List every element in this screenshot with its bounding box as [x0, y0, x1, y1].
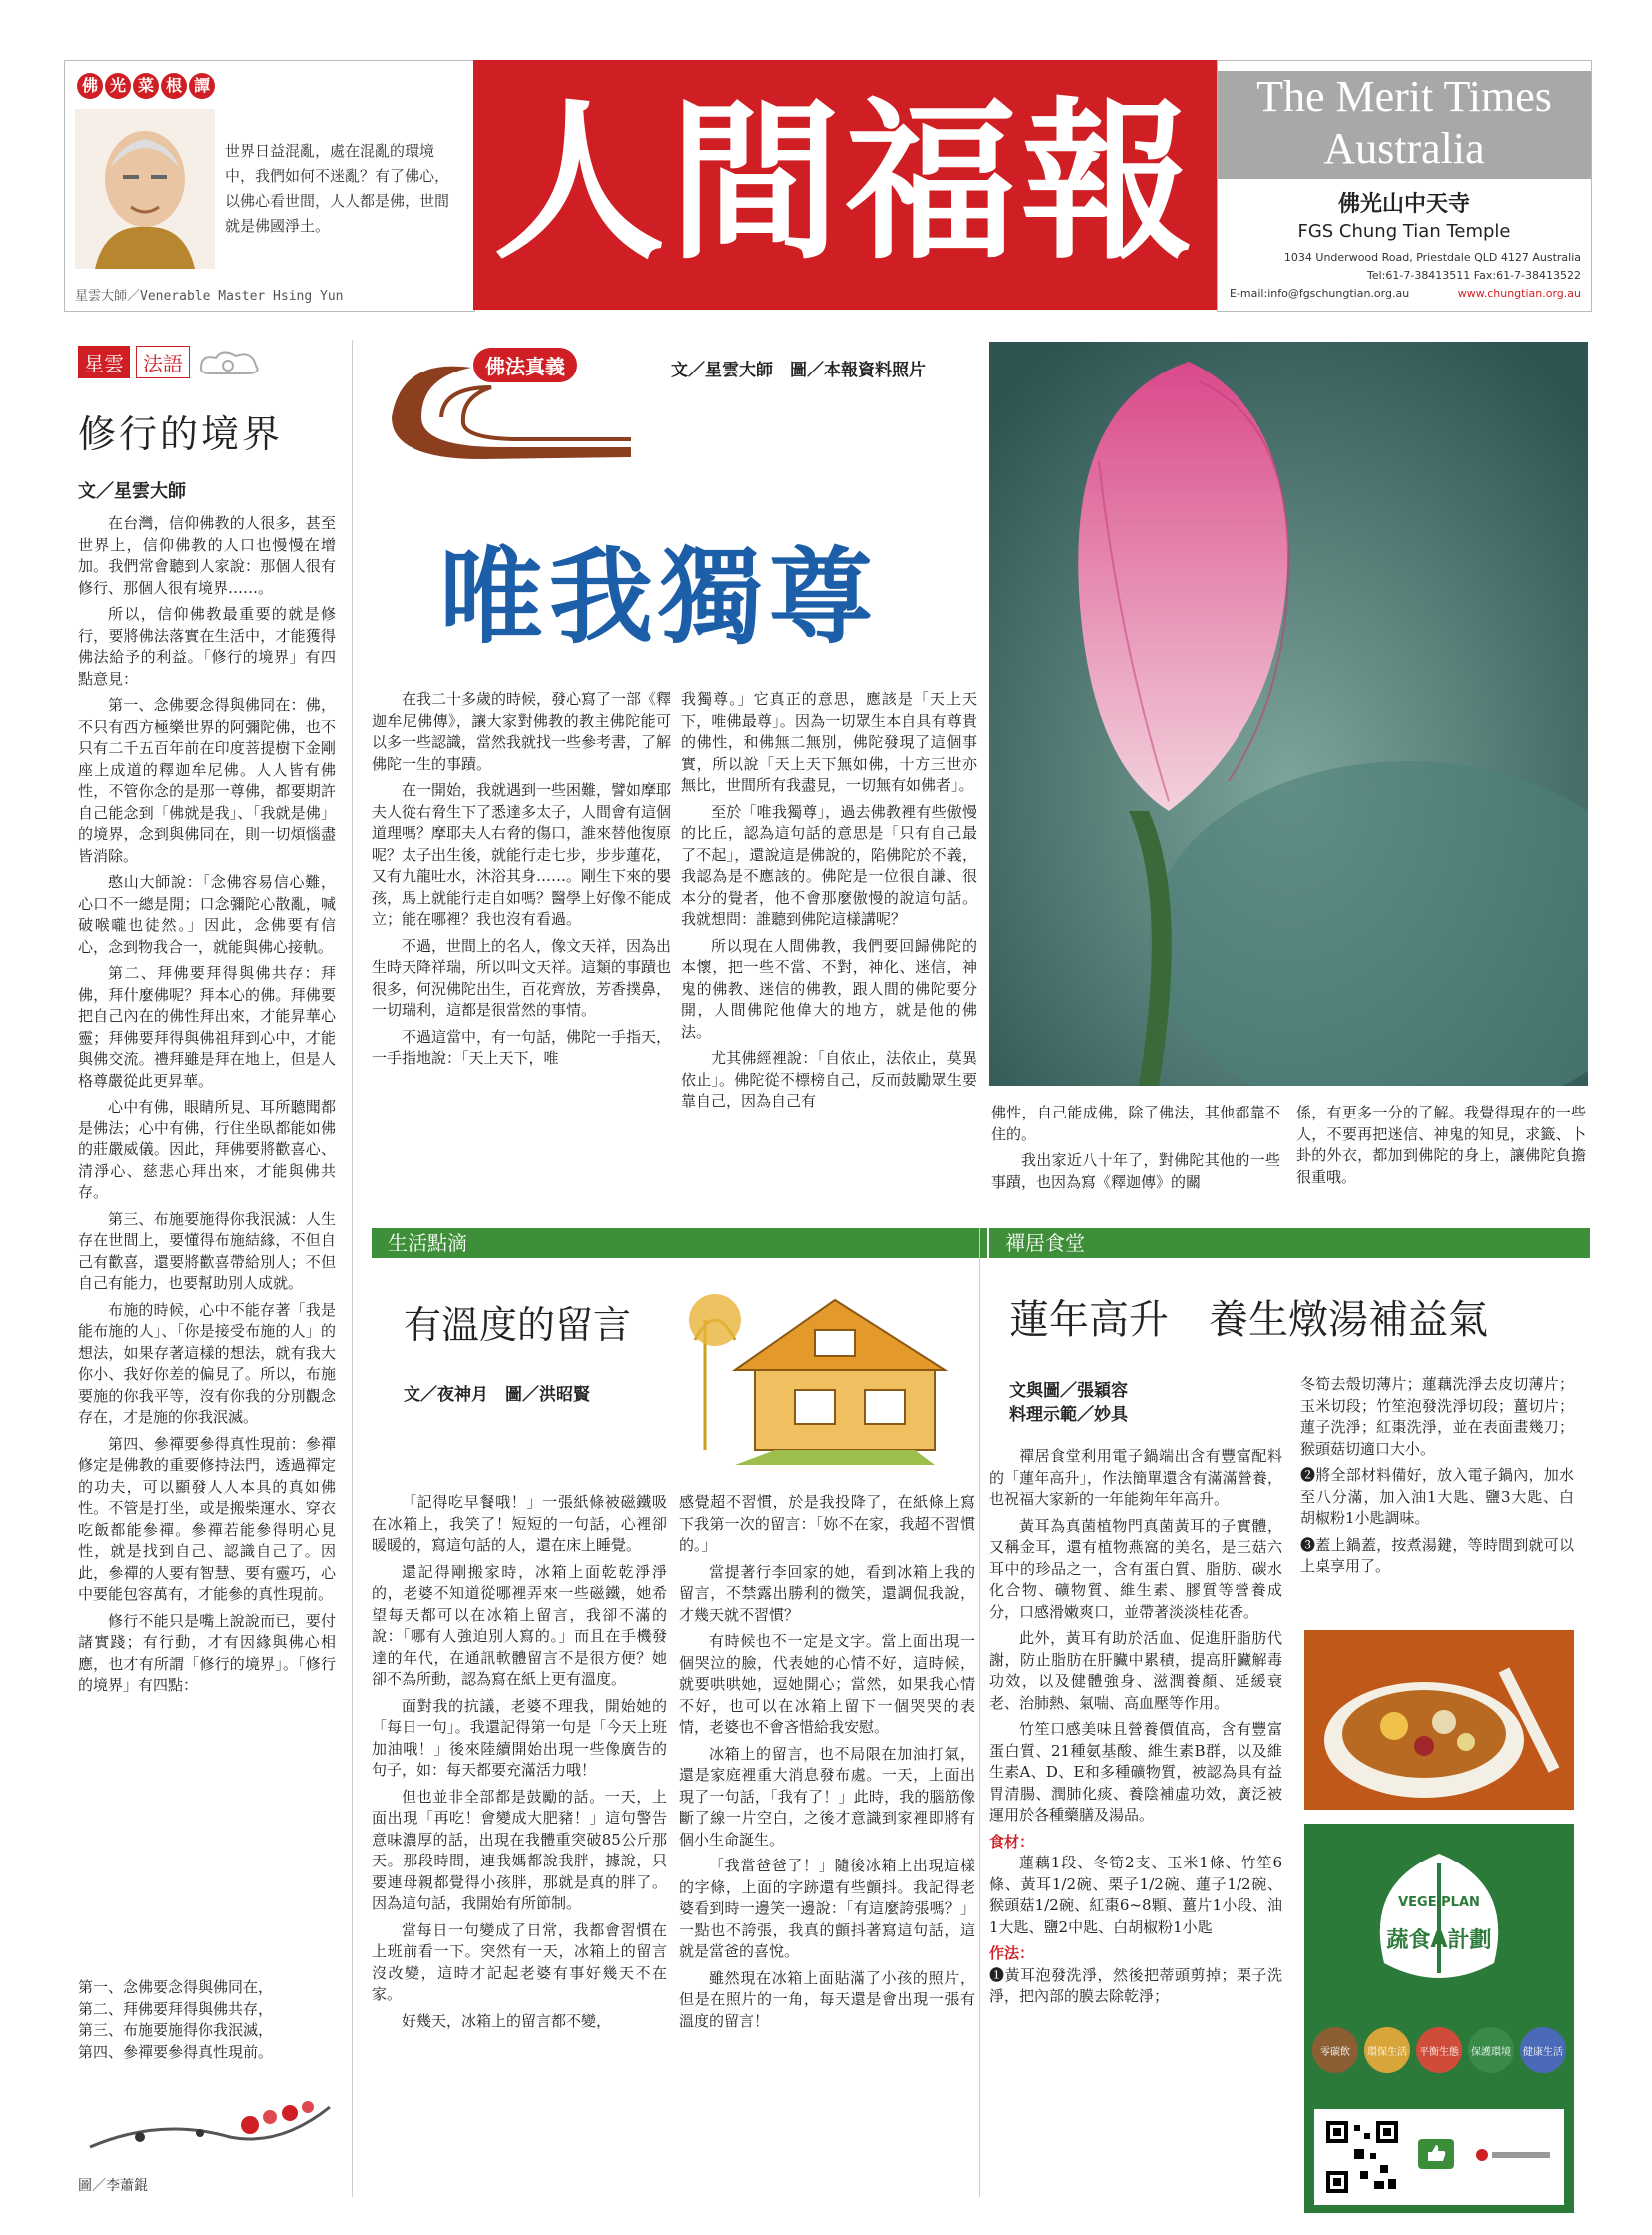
- main-article-title: 唯我獨尊: [439, 536, 880, 658]
- paragraph: 不過這當中，有一句話，佛陀一手指天，一手指地說：「天上天下，唯: [372, 1027, 672, 1067]
- paragraph: 第一、念佛要念得與佛同在：佛，不只有西方極樂世界的阿彌陀佛，也不只有二千五百年前在印度菩提樹下金剛座上成道的釋迦牟尼佛。人人皆有佛性，不管你念的是那一尊佛，都要期許自己能念到「佛就是我」、「我就是佛」的境界，念到與佛同在，則一切煩惱盡皆消除。: [78, 696, 336, 865]
- header-quote-box: [64, 60, 475, 312]
- paragraph: 此外，黃耳有助於活血、促進肝脂肪代謝，防止脂肪在肝臟中累積，提高肝臟解毒功效，以及健體強身、滋潤養顏、延緩衰老、治肺熱、氣喘、高血壓等作用。: [989, 1629, 1282, 1712]
- life-article-title: 有溫度的留言: [404, 1303, 632, 1347]
- badge-char: 菜: [133, 73, 159, 99]
- paragraph: 佛性，自己能成佛，除了佛法，其他都靠不住的。: [991, 1104, 1280, 1143]
- food-byline-1: 文與圖／張穎容: [1009, 1381, 1128, 1401]
- main-article-byline: 文／星雲大師 圖／本報資料照片: [671, 361, 926, 380]
- column-divider: [979, 1228, 980, 2197]
- vege-circle: 環保生活: [1364, 2027, 1410, 2073]
- left-image-credit: 圖／李蕭錕: [78, 2178, 148, 2194]
- paragraph: 在台灣，信仰佛教的人很多，甚至世界上，信仰佛教的人口也慢慢在增加。我們常會聽到人家說：那個人很有修行、那個人很有境界……。: [78, 514, 336, 597]
- temple-address: 1034 Underwood Road, Priestdale QLD 4127 Australia: [1283, 251, 1581, 264]
- badge-char: 譚: [189, 73, 215, 99]
- header-quote: 世界日益混亂，處在混亂的環境中，我們如何不迷亂？有了佛心，以佛心看世間，人人都是佛，世間就是佛國淨土。: [225, 142, 450, 235]
- merit-line1: The Merit Times: [1256, 72, 1552, 121]
- section-bar-life: [372, 1228, 987, 1258]
- paragraph: 所以，信仰佛教最重要的就是修行，要將佛法落實在生活中，才能獲得佛法給予的利益。「修行的境界」有四點意見：: [78, 605, 336, 688]
- paragraph: 在我二十多歲的時候，發心寫了一部《釋迦牟尼佛傳》，讓大家對佛教的教主佛陀能可以多一些認識，當然我就找一些參考書，了解佛陀一生的事蹟。: [372, 690, 672, 773]
- paragraph: 雖然現在冰箱上面貼滿了小孩的照片，但是在照片的一角，每天還是會出現一張有溫度的留言！: [679, 1968, 975, 2030]
- paragraph: 當提著行李回家的她，看到冰箱上我的留言，不禁露出勝利的微笑，還調侃我說，才幾天就不習慣？: [679, 1562, 975, 1624]
- temple-email[interactable]: E-mail:info@fgschungtian.org.au: [1230, 287, 1410, 300]
- left-article-title: 修行的境界: [78, 412, 284, 456]
- temple-en: FGS Chung Tian Temple: [1297, 221, 1511, 242]
- vege-circle: 保護環境: [1468, 2027, 1514, 2073]
- badge-char: 根: [161, 73, 187, 99]
- food-article-title: 蓮年高升 養生燉湯補益氣: [1009, 1297, 1488, 1343]
- cabin-illustration: [675, 1260, 975, 1470]
- paragraph: 感覺超不習慣，於是我投降了，在紙條上寫下我第一次的留言：「妳不在家，我超不習慣的。」: [679, 1493, 975, 1554]
- paragraph: 但也並非全部都是鼓勵的話。一天，上面出現「再吃！會變成大肥豬！」這句警告意味濃厚的話，出現在我體重突破85公斤那天。那段時間，連我媽都說我胖，據說，只要連母親都覺得小孩胖，那就是真的胖了。因為這句話，我開始有所節制。: [372, 1787, 667, 1912]
- summary-line: 第三、布施要施得你我泯滅，: [78, 2021, 274, 2039]
- vege-circle: 零碳飲: [1312, 2027, 1358, 2073]
- summary-line: 第四、參禪要參得真性現前。: [78, 2042, 274, 2061]
- vege-leaf-icon: [1344, 1844, 1534, 1993]
- method-step-2: ❷將全部材料備好，放入電子鍋內，加水至八分滿，加入油1大匙、鹽3大匙、白胡椒粉1小匙調味。: [1300, 1466, 1574, 1527]
- paragraph: 黃耳為真菌植物門真菌黃耳的子實體，又稱金耳，還有植物燕窩的美名，是三菇六耳中的珍品之一，含有蛋白質、脂肪、碳水化合物、礦物質、維生素、膠質等營養成分，口感滑嫩爽口，並帶著淡淡桂花香。: [989, 1516, 1282, 1621]
- ingredients-label: 食材：: [989, 1832, 1035, 1851]
- paragraph: 修行不能只是嘴上說說而已，要付諸實踐；有行動，才有因緣與佛心相應，也才有所謂「修行的境界」。「修行的境界」有四點：: [78, 1611, 336, 1694]
- section-label: 禪居食堂: [1005, 1231, 1085, 1255]
- paragraph: 至於「唯我獨尊」，過去佛教裡有些傲慢的比丘，認為這句話的意思是「只有自己最了不起」，還說這是佛說的，陷佛陀於不義，我認為是不應該的。佛陀是一位很自謙、很本分的覺者，他不會那麼傲慢的說這句話。我就想問：誰聽到佛陀這樣講呢？: [681, 802, 977, 928]
- left-article-byline: 文／星雲大師: [78, 481, 186, 502]
- main-col-2: [681, 689, 977, 1118]
- cloud-icon: [196, 348, 266, 377]
- paragraph: 係，有更多一分的了解。我覺得現在的一些人，不要再把迷信、神鬼的知見，求籤、卜卦的外衣，都加到佛陀的身上，讓佛陀負擔很重哦。: [1296, 1104, 1586, 1186]
- lotus-photo: [989, 342, 1588, 1086]
- paragraph: 還記得剛搬家時，冰箱上面乾乾淨淨的，老婆不知道從哪裡弄來一些磁鐵，她希望每天都可以在冰箱上留言，我卻不滿的說：「哪有人強迫別人寫的。」而且在手機發達的年代，在通訊軟體留言不是很方便？她卻不為所動，認為寫在紙上更有溫度。: [372, 1562, 667, 1688]
- summary-line: 第二、拜佛要拜得與佛共存，: [78, 1999, 274, 2018]
- vege-plan-logo: VEGE PLAN: [1398, 1895, 1480, 1910]
- food-col-1: [989, 1446, 1282, 2013]
- vege-circle: 平衡生態: [1416, 2027, 1462, 2073]
- author-caption: 星雲大師／Venerable Master Hsing Yun: [75, 289, 344, 304]
- paragraph: 竹笙口感美味且營養價值高，含有豐富蛋白質、21種氨基酸、維生素B群，以及維生素A、D、E和多種礦物質，被認為具有益胃清腸、潤肺化痰、養陰補虛功效，廣泛被運用於各種藥膳及湯品。: [989, 1720, 1282, 1824]
- qr-code-icon[interactable]: [1324, 2119, 1400, 2195]
- left-summary: [78, 1977, 336, 2063]
- merit-title-block: [1218, 71, 1591, 179]
- method-step-1a: ❶黃耳泡發洗淨，然後把蒂頭剪掉；栗子洗淨，把內部的膜去除乾淨；: [989, 1965, 1282, 2005]
- paragraph: 尤其佛經裡說：「自依止，法依止，莫異依止」。佛陀從不標榜自己，反而鼓勵眾生要靠自己，因為自己有: [681, 1049, 977, 1110]
- masthead-banner: [473, 60, 1217, 310]
- paragraph: 第三、布施要施得你我泯滅：人生存在世間上，要懂得布施結緣，不但自己有歡喜，還要將歡喜帶給別人；不但自己有能力，也要幫助別人成就。: [78, 1209, 336, 1292]
- paragraph: 「記得吃早餐哦！」一張紙條被磁鐵吸在冰箱上，我笑了！短短的一句話，心裡卻暖暖的，寫這句話的人，還在床上睡覺。: [372, 1493, 667, 1554]
- life-col-1: [372, 1492, 667, 2037]
- xingyun-tag: [78, 346, 266, 378]
- paragraph: 布施的時候，心中不能存著「我是能布施的人」、「你是接受布施的人」的想法，如果存著這樣的想法，就有我大你小、我好你差的偏見了。所以，布施要施的你我平等，沒有你我的分別觀念存在，才是施的你我泯滅。: [78, 1300, 336, 1426]
- method-label: 作法：: [989, 1944, 1035, 1962]
- badge-caitan: [77, 73, 215, 99]
- paragraph: 面對我的抗議，老婆不理我，開始她的「每日一句」。我還記得第一句是「今天上班加油哦！」後來陸續開始出現一些像廣告的句子，如：每天都要充滿活力哦！: [372, 1696, 667, 1779]
- life-article-byline: 文／夜神月 圖／洪昭賢: [404, 1385, 590, 1405]
- food-col-2: [1300, 1374, 1574, 1583]
- tag-xingyun: 星雲: [78, 346, 130, 378]
- paragraph: 憨山大師說：「念佛容易信心難，心口不一總是閒；口念彌陀心散亂，喊破喉嚨也徒然。」因此，念佛要有信心，念到物我合一，就能與佛心接軌。: [78, 873, 336, 956]
- main-col-4: [1296, 1103, 1586, 1193]
- temple-cn: 佛光山中天寺: [1337, 192, 1470, 217]
- masthead-title: 人間福報: [493, 80, 1197, 283]
- left-article-body: [78, 513, 336, 1702]
- ingredients-list: 蓮藕1段、冬筍2支、玉米1條、竹笙6條、黃耳1/2碗、栗子1/2碗、蓮子1/2碗、猴頭菇1/2碗、紅棗6~8顆、薑片1小段、油1大匙、鹽2中匙、白胡椒粉1小匙: [989, 1854, 1282, 1936]
- section-bar-food: [989, 1228, 1590, 1258]
- paragraph: 有時候也不一定是文字。當上面出現一個哭泣的臉，代表她的心情不好，這時候，就要哄哄她，逗她開心；當然，如果我心情不好，也可以在冰箱上留下一個哭哭的表情，老婆也不會吝惜給我安慰。: [679, 1632, 975, 1736]
- soup-photo: [1304, 1630, 1574, 1810]
- paragraph: 冰箱上的留言，也不局限在加油打氣，還是家庭裡重大消息發布處。一天，上面出現了一句話，「我有了！」此時，我的腦筋像斷了線一片空白，之後才意識到家裡即將有個小生命誕生。: [679, 1744, 975, 1849]
- plum-blossom-illustration: [80, 2077, 340, 2167]
- dharma-tag-label: 佛法真義: [485, 355, 565, 378]
- paragraph: 「我當爸爸了！」隨後冰箱上出現這樣的字條，上面的字跡還有些顫抖。我記得老婆看到時一邊笑一邊說：「有這麼誇張嗎？」一點也不誇張，我真的顫抖著寫這句話，這就是當爸的喜悅。: [679, 1857, 975, 1960]
- paragraph: 冬筍去殼切薄片；蓮藕洗淨去皮切薄片；玉米切段；竹笙泡發洗淨切段；薑切片；蓮子洗淨；紅棗洗淨，並在表面畫幾刀；猴頭菇切適口大小。: [1300, 1375, 1574, 1458]
- paragraph: 所以現在人間佛教，我們要回歸佛陀的本懷，把一些不當、不對，神化、迷信，神鬼的佛教、迷信的佛教，跟人間的佛陀要分開，人間佛陀他偉大的地方，就是他的佛法。: [681, 936, 977, 1041]
- like-icon[interactable]: [1418, 2139, 1454, 2169]
- life-col-2: [679, 1492, 975, 2037]
- vege-circle: 健康生活: [1520, 2027, 1566, 2073]
- master-portrait: [75, 109, 215, 269]
- section-label: 生活點滴: [388, 1231, 467, 1255]
- merit-line2: Australia: [1323, 124, 1485, 173]
- ad-footer: [1314, 2109, 1564, 2205]
- main-col-1: [372, 689, 671, 1075]
- paragraph: 不過，世間上的名人，像文天祥，因為出生時天降祥瑞，所以叫文天祥。這類的事蹟也很多，何況佛陀出生，百花齊放，芳香撲鼻，一切瑞利，這都是很當然的事情。: [372, 936, 672, 1019]
- paragraph: 禪居食堂利用電子鍋端出含有豐富配料的「蓮年高升」，作法簡單還含有滿滿營養，也祝福大家新的一年能夠年年高升。: [989, 1447, 1282, 1508]
- temple-phone: Tel:61-7-38413511 Fax:61-7-38413522: [1367, 269, 1581, 282]
- summary-line: 第一、念佛要念得與佛同在，: [78, 1978, 274, 1996]
- vege-plan-title: 蔬食A計劃: [1386, 1928, 1492, 1953]
- badge-char: 光: [105, 73, 131, 99]
- paragraph: 我獨尊。」它真正的意思，應該是「天上天下，唯佛最尊」。因為一切眾生本自具有尊貴的佛性，和佛無二無別，佛陀發現了這個事實，所以說「天上天下無如佛，十方三世亦無比，世間所有我盡見，一切無有如佛者」。: [681, 690, 977, 794]
- method-step-3: ❸蓋上鍋蓋，按煮湯鍵，等時間到就可以上桌享用了。: [1300, 1535, 1574, 1575]
- paragraph: 第二、拜佛要拜得與佛共存：拜佛，拜什麼佛呢？拜本心的佛。拜佛要把自己內在的佛性拜出來，才能昇華心靈；拜佛要拜得與佛祖拜到心中，才能與佛交流。禮拜雖是拜在地上，但是人格尊嚴從此更昇華。: [78, 964, 336, 1090]
- paragraph: 第四、參禪要參得真性現前：參禪修定是佛教的重要修持法門，透過禪定的功夫，可以顯發人人本具的真如佛性。不管是打坐，或是搬柴運水、穿衣吃飯都能參禪。參禪若能參得明心見性，就是找到自己、認識自己了。因此，參禪的人要有智慧、要有靈巧，心中要能包容萬有，才能參的真性現前。: [78, 1434, 336, 1603]
- tag-fayu: 法語: [136, 346, 190, 378]
- publisher-logo-icon: [1474, 2147, 1554, 2163]
- paragraph: 心中有佛，眼睛所見、耳所聽聞都是佛法；心中有佛，行住坐臥都能如佛的莊嚴威儀。因此，拜佛要將歡喜心、清淨心、慈悲心拜出來，才能與佛共存。: [78, 1098, 336, 1201]
- vege-circle-row: [1312, 2027, 1566, 2073]
- vege-plan-ad: [1304, 1824, 1574, 2213]
- main-col-3: [991, 1103, 1280, 1198]
- merit-times-box: [1217, 60, 1592, 312]
- dharma-tag: [473, 348, 577, 382]
- badge-char: 佛: [77, 73, 103, 99]
- temple-website[interactable]: www.chungtian.org.au: [1457, 287, 1581, 300]
- food-byline-2: 料理示範／妙具: [1009, 1405, 1128, 1425]
- paragraph: 好幾天，冰箱上的留言都不變，: [402, 2011, 612, 2030]
- paragraph: 我出家近八十年了，對佛陀其他的一些事蹟，也因為寫《釋迦傳》的關: [991, 1151, 1280, 1191]
- paragraph: 在一開始，我就遇到一些困難，譬如摩耶夫人從右脅生下了悉達多太子，人間會有這個道理嗎？摩耶夫人右脅的傷口，誰來替他復原呢？太子出生後，就能行走七步，步步蓮花，又有九龍吐水，沐浴其身……。剛生下來的嬰孩，馬上就能行走自如嗎？醫學上好像不能成立；能在哪裡？我也沒有看過。: [372, 781, 672, 928]
- paragraph: 當每日一句變成了日常，我都會習慣在上班前看一下。突然有一天，冰箱上的留言沒改變，這時才記起老婆有事好幾天不在家。: [372, 1920, 667, 2003]
- column-divider: [352, 340, 353, 2197]
